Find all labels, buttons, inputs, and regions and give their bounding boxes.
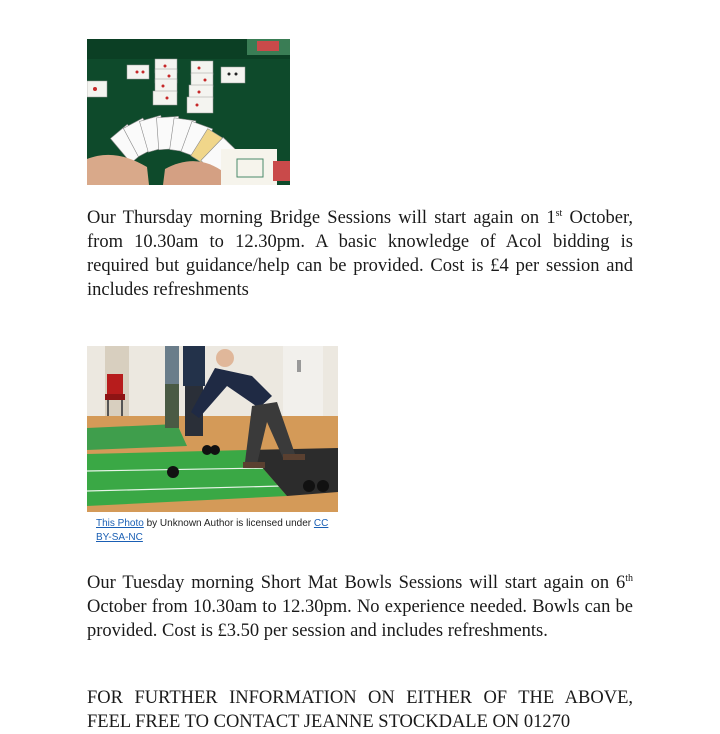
bowls-date-suffix: th	[625, 573, 633, 584]
bowls-text-end: October from 10.30am to 12.30pm. No experience needed. Bowls can be provided. Cost is £3.50 per session and includes refreshments.	[87, 597, 633, 641]
bridge-date-suffix: st	[555, 208, 563, 219]
bridge-text-start: Our Thursday morning Bridge Sessions will start again on 1	[87, 208, 556, 228]
bowls-paragraph	[87, 571, 633, 643]
photo-credit-caption	[96, 517, 336, 545]
license-link[interactable]: CC BY-SA-NC	[96, 518, 329, 543]
bowls-text-start: Our Tuesday morning Short Mat Bowls Sessions will start again on 6	[87, 573, 626, 593]
bridge-paragraph	[87, 206, 633, 302]
contact-paragraph: FOR FURTHER INFORMATION ON EITHER OF THE ABOVE, FEEL FREE TO CONTACT JEANNE STOCKDALE ON 01270	[87, 688, 633, 732]
short-mat-bowls-photo	[87, 346, 338, 512]
photo-source-link[interactable]: This Photo	[96, 518, 144, 529]
bridge-cards-photo	[87, 39, 290, 185]
photo-author-text: by Unknown Author is licensed under	[143, 518, 314, 529]
bridge-text-end: October, from 10.30am to 12.30pm. A basic knowledge of Acol bidding is required but guidance/help can be provided. Cost is £4 per session and includes refreshments	[87, 208, 634, 300]
